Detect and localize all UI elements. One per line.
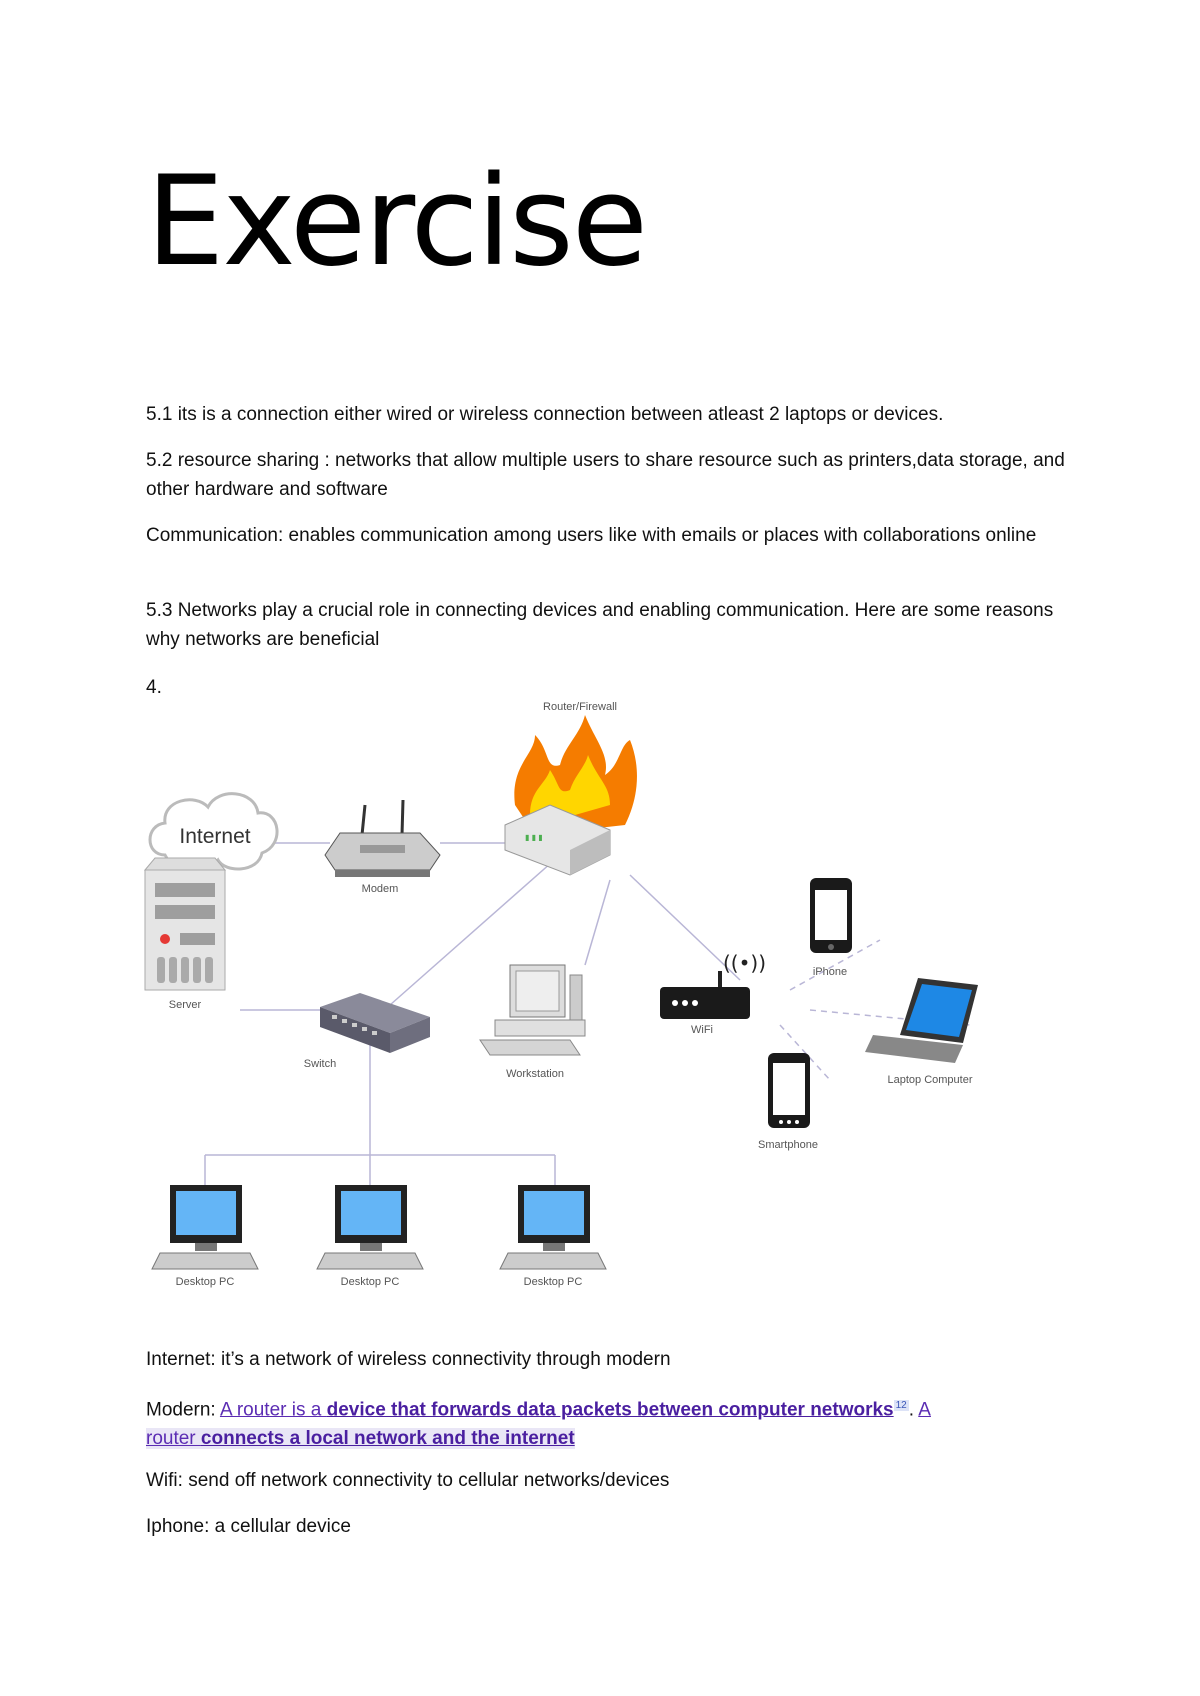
- desktop-label-1: Desktop PC: [175, 1276, 235, 1288]
- router-link-3[interactable]: router: [146, 1428, 201, 1450]
- modern-description: [146, 1391, 1066, 1453]
- workstation-label: Workstation: [506, 1068, 564, 1080]
- switch-icon: [304, 993, 430, 1070]
- wifi-label: WiFi: [691, 1024, 713, 1036]
- modem-icon: [325, 800, 440, 895]
- svg-text:((•)): ((•)): [723, 951, 767, 975]
- citation-marker[interactable]: 12: [895, 1400, 907, 1411]
- router-link[interactable]: A router is a: [219, 1399, 327, 1421]
- modern-period: .: [908, 1399, 919, 1421]
- switch-label: Switch: [303, 1058, 337, 1070]
- svg-text:▮ ▮ ▮: ▮ ▮ ▮: [525, 833, 543, 842]
- router-definition[interactable]: device that forwards data packets between computer networks: [326, 1399, 894, 1421]
- answer-5-1: 5.1 its is a connection either wired or wireless connection between atleast 2 laptops or devices.: [146, 404, 944, 425]
- iphone-label: iPhone: [812, 966, 848, 978]
- router-label: Router/Firewall: [543, 701, 617, 713]
- connection-lines: [205, 843, 740, 1185]
- desktop-pc-icon: [152, 1185, 258, 1288]
- answer-communication: Communication: enables communication among users like with emails or places with collaborations online: [146, 525, 1037, 546]
- desktop-label-2: Desktop PC: [340, 1276, 400, 1288]
- server-label: Server: [168, 999, 202, 1011]
- server-icon: [145, 858, 225, 1011]
- laptop-icon: [865, 978, 978, 1086]
- iphone-description: Iphone: a cellular device: [146, 1516, 351, 1537]
- laptop-label: Laptop Computer: [887, 1074, 973, 1086]
- answer-5-2: 5.2 resource sharing : networks that allow multiple users to share resource such as printers,data storage, and other hardware and software: [146, 450, 1065, 500]
- modem-label: Modem: [361, 883, 399, 895]
- desktop-pc-icon: [317, 1185, 423, 1288]
- workstation-icon: [480, 965, 585, 1080]
- page-title: Exercise: [146, 150, 646, 294]
- smartphone-icon: [758, 1053, 818, 1151]
- desktop-label-3: Desktop PC: [523, 1276, 583, 1288]
- iphone-icon: [810, 878, 852, 978]
- desktop-pc-icon: [500, 1185, 606, 1288]
- internet-label: Internet: [179, 825, 251, 848]
- internet-description: Internet: it’s a network of wireless connectivity through modern: [146, 1349, 671, 1370]
- answer-4: 4.: [146, 677, 162, 698]
- router-firewall-icon: [505, 701, 637, 875]
- answer-5-3: 5.3 Networks play a crucial role in connecting devices and enabling communication. Here are some reasons why networks are beneficial: [146, 600, 1054, 650]
- router-link-2[interactable]: A: [918, 1399, 931, 1421]
- modern-prefix: Modern:: [146, 1399, 220, 1421]
- network-diagram: [140, 695, 1070, 1325]
- smartphone-label: Smartphone: [758, 1139, 818, 1151]
- wifi-description: Wifi: send off network connectivity to cellular networks/devices: [146, 1470, 670, 1491]
- wifi-router-icon: [660, 951, 766, 1036]
- router-connects-text[interactable]: connects a local network and the internet: [200, 1428, 575, 1450]
